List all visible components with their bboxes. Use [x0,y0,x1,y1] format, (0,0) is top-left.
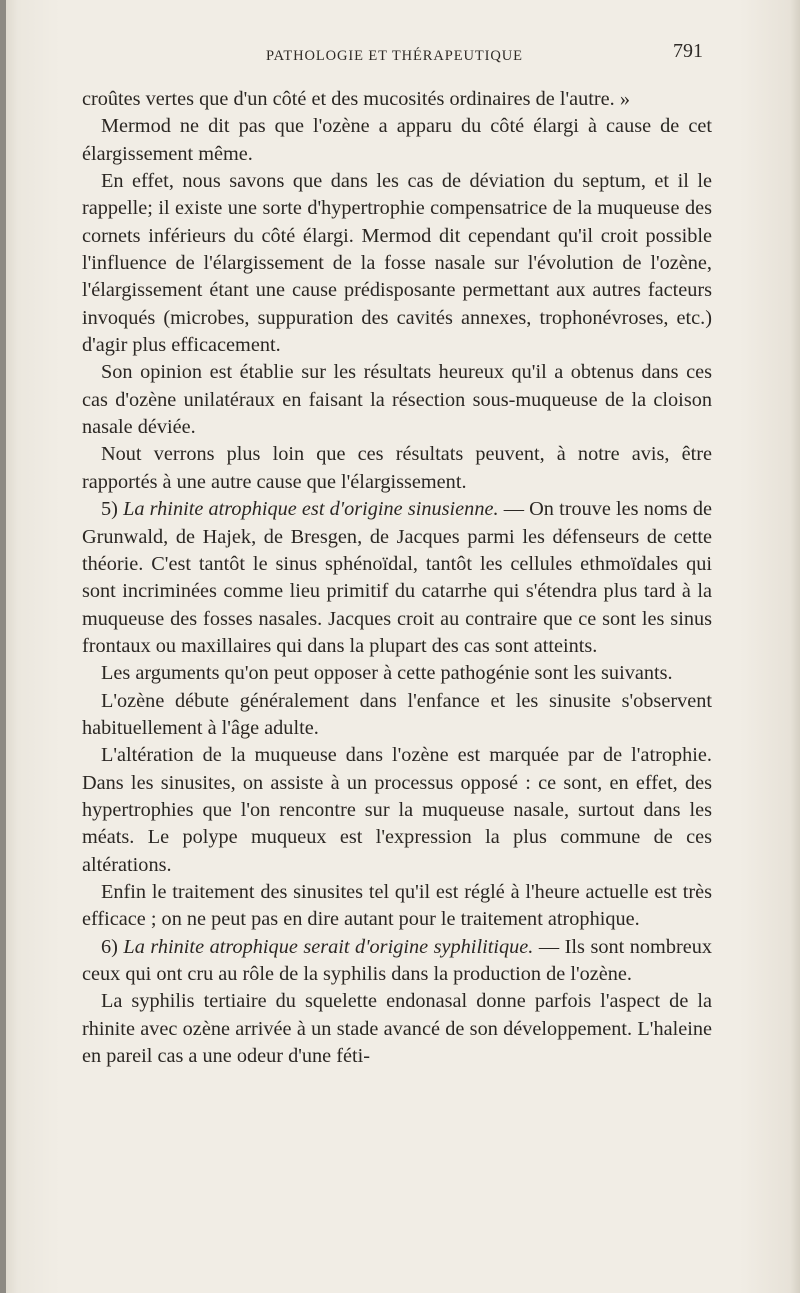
paragraph: Enfin le traitement des sinusites tel qu'il est réglé à l'heure actuelle est très efficace ; on ne peut pas en dire autant pour le traitement atrophique. [82,880,712,931]
paragraph: L'ozène débute généralement dans l'enfance et les sinusite s'observent habituellement à l'âge adulte. [82,689,712,739]
page-header [0,40,800,70]
section-paragraph: 6) La rhinite atrophique serait d'origine syphilitique. — Ils sont nombreux ceux qui ont cru au rôle de la syphilis dans la production de l'ozène. [82,935,712,985]
section-number: 5) [101,498,124,521]
paragraph: En effet, nous savons que dans les cas de déviation du septum, et il le rappelle; il existe une sorte d'hypertrophie compensatrice de la muqueuse des cornets inférieurs du côté élargi. Mermod dit cependant qu'il croit possible l'influence de l'élargissement de la fosse nasale sur l'évolution de l'ozène, l'élargissement étant une cause prédisposante permettant aux autres facteurs invoqués (microbes, suppuration des cavités annexes, trophonévroses, etc.) d'agir plus efficacement. [82,170,712,357]
section-title: La rhinite atrophique serait d'origine syphilitique. [123,935,534,958]
section-paragraph: 5) La rhinite atrophique est d'origine sinusienne. — On trouve les noms de Grunwald, de Hajek, de Bresgen, de Jacques parmi les défenseurs de cette théorie. C'est tantôt le sinus sphénoïdal, tantôt les cellules ethmoïdales qui sont incriminées comme lieu primitif du catarrhe qui s'étendra plus tard à la muqueuse des fosses nasales. Jacques croit au contraire que ce sont les sinus frontaux ou maxillaires qui dans la plupart des cas sont atteints. [82,498,712,657]
page-number: 791 [673,40,703,62]
paragraph: Les arguments qu'on peut opposer à cette pathogénie sont les suivants. [101,662,673,685]
paragraph: Son opinion est établie sur les résultats heureux qu'il a obtenus dans ces cas d'ozène unilatéraux en faisant la résection sous-muqueuse de la cloison nasale déviée. [82,361,712,439]
paragraph: Nout verrons plus loin que ces résultats peuvent, à notre avis, être rapportés à une autre cause que l'élargissement. [82,443,712,493]
paragraph: croûtes vertes que d'un côté et des mucosités ordinaires de l'autre. » [82,88,630,110]
section-title: La rhinite atrophique est d'origine sinusienne. [123,498,499,521]
body-text [82,86,712,1070]
paragraph: La syphilis tertiaire du squelette endonasal donne parfois l'aspect de la rhinite avec ozène arrivée à un stade avancé de son développement. L'haleine en pareil cas a une odeur d'une féti- [82,990,712,1068]
page-binding-edge [0,0,6,1293]
paragraph: L'altération de la muqueuse dans l'ozène est marquée par de l'atrophie. Dans les sinusites, on assiste à un processus opposé : ce sont, en effet, des hypertrophies que l'on rencontre sur la muqueuse nasale, surtout dans les méats. Le polype muqueux est l'expression la plus commune de ces altérations. [82,744,712,876]
paragraph: Mermod ne dit pas que l'ozène a apparu du côté élargi à cause de cet élargissement même. [82,115,712,165]
running-head: PATHOLOGIE ET THÉRAPEUTIQUE [266,48,523,64]
section-number: 6) [101,935,124,958]
